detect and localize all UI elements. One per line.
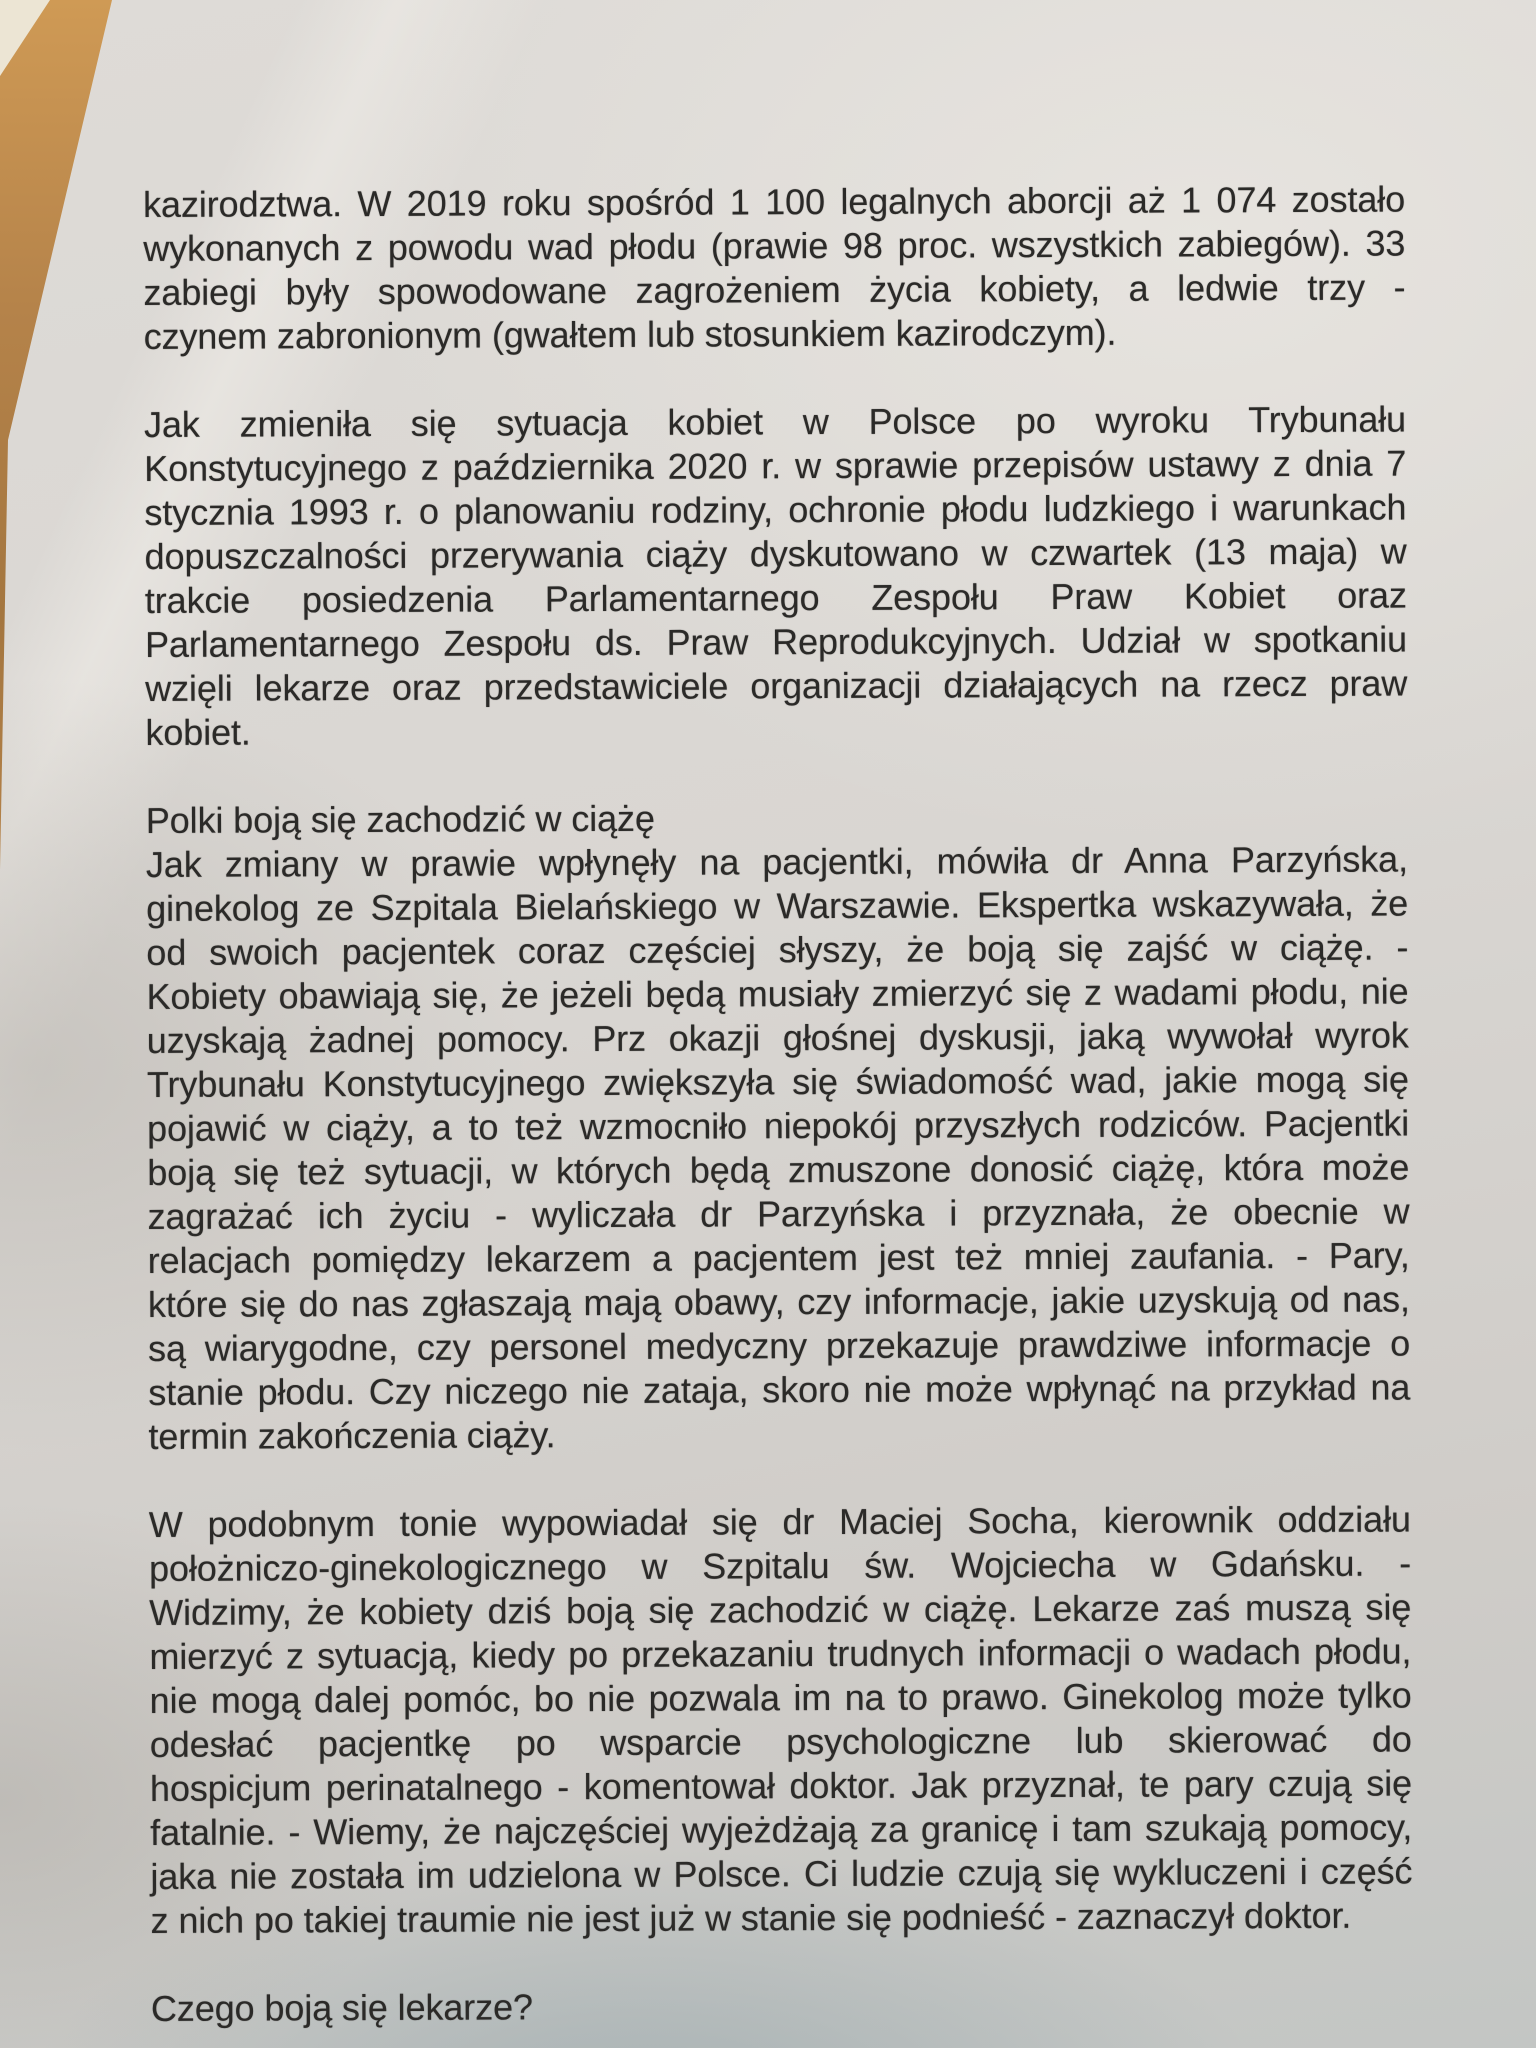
text-line: stycznia 1993 r. o planowaniu rodziny, ochronie płodu ludzkiego i warunkach <box>144 486 1407 533</box>
section-heading-doctors-afraid: Czego boją się lekarze? <box>150 1986 533 2029</box>
text-line: Widzimy, że kobiety dziś boją się zachodzić w ciążę. Lekarze zaś muszą się <box>149 1586 1412 1633</box>
text-line: jaka nie została im udzielona w Polsce. Ci ludzie czują się wykluczeni i część <box>150 1850 1413 1897</box>
table-surface-edge <box>0 0 130 880</box>
text-line: hospicjum perinatalnego - komentował doktor. Jak przyznał, te pary czują się <box>149 1762 1413 1809</box>
text-line: stanie płodu. Czy niczego nie zataja, skoro nie może wpłynąć na przykład na <box>148 1366 1411 1413</box>
text-line: są wiarygodne, czy personel medyczny przekazuje prawdziwe informacje o <box>147 1322 1411 1369</box>
text-line: położniczo-ginekologicznego w Szpitalu św. Wojciecha w Gdańsku. - <box>148 1542 1412 1589</box>
text-line: kazirodztwa. W 2019 roku spośród 1 100 legalnych aborcji aż 1 074 zostało <box>143 178 1406 225</box>
text-line: W podobnym tonie wypowiadał się dr Maciej Socha, kierownik oddziału <box>148 1498 1411 1545</box>
document-page <box>143 177 1413 2030</box>
text-line: uzyskają żadnej pomocy. Prz okazji głośnej dyskusji, jaką wywołał wyrok <box>146 1014 1409 1061</box>
text-line: wykonanych z powodu wad płodu (prawie 98 proc. wszystkich zabiegów). 33 <box>143 222 1406 269</box>
text-line: Jak zmiany w prawie wpłynęły na pacjentki, mówiła dr Anna Parzyńska, <box>145 838 1409 885</box>
text-line: termin zakończenia ciąży. <box>148 1414 556 1457</box>
text-line: ginekolog ze Szpitala Bielańskiego w Warszawie. Ekspertka wskazywała, że <box>146 882 1409 929</box>
text-line: odesłać pacjentkę po wsparcie psychologiczne lub skierować do <box>149 1718 1412 1765</box>
text-line: Jak zmieniła się sytuacja kobiet w Polsce po wyroku Trybunału <box>143 398 1407 445</box>
paragraph-abortion-statistics <box>143 177 1406 359</box>
text-line: od swoich pacjentek coraz częściej słyszy, że boją się zajść w ciążę. - <box>146 926 1409 973</box>
text-line: wzięli lekarze oraz przedstawiciele organizacji działających na rzecz praw <box>145 662 1408 709</box>
text-line: Parlamentarnego Zespołu ds. Praw Reprodukcyjnych. Udział w spotkaniu <box>144 618 1408 665</box>
paragraph-dr-parzynska <box>146 837 1411 1459</box>
text-line: Konstytucyjnego z października 2020 r. w sprawie przepisów ustawy z dnia 7 <box>144 442 1407 489</box>
text-line: boją się też sytuacji, w których będą zmuszone donosić ciążę, która może <box>147 1146 1410 1193</box>
text-line: nie mogą dalej pomóc, bo nie pozwala im na to prawo. Ginekolog może tylko <box>149 1674 1412 1721</box>
text-line: z nich po takiej traumie nie jest już w stanie się podnieść - zaznaczył doktor. <box>150 1894 1352 1941</box>
text-line: Trybunału Konstytucyjnego zwiększyła się świadomość wad, jakie mogą się <box>146 1058 1410 1105</box>
text-line: pojawić w ciąży, a to też wzmocniło niepokój przyszłych rodziców. Pacjentki <box>147 1102 1410 1149</box>
paragraph-dr-socha <box>149 1497 1413 1943</box>
section-heading-women-afraid: Polki boją się zachodzić w ciążę <box>145 797 655 841</box>
text-line: zagrażać ich życiu - wyliczała dr Parzyńska i przyznała, że obecnie w <box>147 1190 1410 1237</box>
text-line: mierzyć z sytuacją, kiedy po przekazaniu trudnych informacji o wadach płodu, <box>149 1630 1412 1677</box>
text-line: zabiegi były spowodowane zagrożeniem życia kobiety, a ledwie trzy - <box>143 266 1406 313</box>
text-line: fatalnie. - Wiemy, że najczęściej wyjeżdżają za granicę i tam szukają pomocy, <box>150 1806 1413 1853</box>
text-line: kobiet. <box>145 711 251 753</box>
text-line: dopuszczalności przerywania ciąży dyskutowano w czwartek (13 maja) w <box>144 530 1407 577</box>
text-line: relacjach pomiędzy lekarzem a pacjentem jest też mniej zaufania. - Pary, <box>147 1234 1410 1281</box>
text-line: trakcie posiedzenia Parlamentarnego Zespołu Praw Kobiet oraz <box>144 574 1407 621</box>
text-line: które się do nas zgłaszają mają obawy, czy informacje, jakie uzyskują od nas, <box>147 1278 1410 1325</box>
paragraph-tribunal-meeting <box>144 397 1408 755</box>
text-line: czynem zabronionym (gwałtem lub stosunkiem kazirodczym). <box>143 311 1117 357</box>
text-line: Kobiety obawiają się, że jeżeli będą musiały zmierzyć się z wadami płodu, nie <box>146 970 1409 1017</box>
